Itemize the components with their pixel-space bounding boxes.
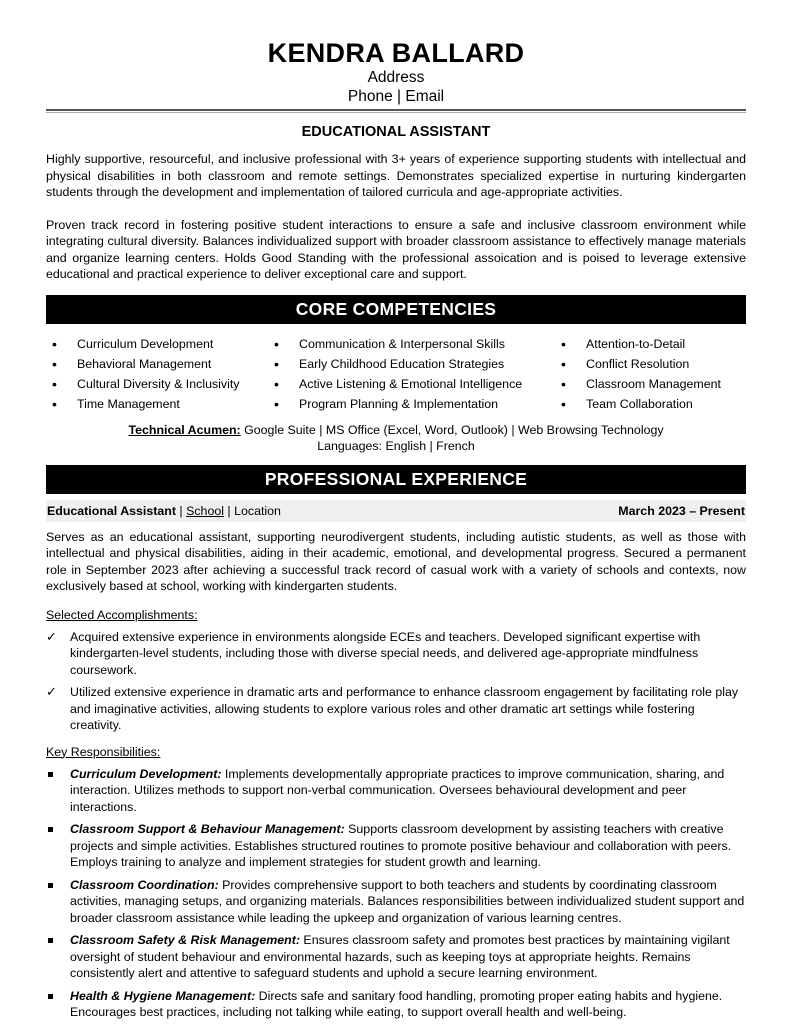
job-title: EDUCATIONAL ASSISTANT xyxy=(301,124,491,140)
competency-item: • Cultural Diversity & Inclusivity xyxy=(46,374,268,394)
position-description: Serves as an educational assistant, supporting neurodivergent students, including autistic students, as well as those with intellectual and physical disabilities, aiding in their academic, emotional, and developmental progress. Secured a permanent role in September 2023 after achieving a successful track record of casual work with a variety of schools and contexts, now exclusively based at school, working with kindergarten students. xyxy=(46,529,746,593)
header-divider xyxy=(46,109,746,113)
responsibility-title: Curriculum Development: xyxy=(70,766,222,781)
competency-item: • Active Listening & Emotional Intelligence xyxy=(268,374,555,394)
responsibility-item xyxy=(46,821,746,871)
languages-line: Languages: English | French xyxy=(317,439,475,453)
competency-item: • Program Planning & Implementation xyxy=(268,394,555,414)
responsibility-text: Implements developmentally appropriate practices to improve communication, sharing, and interaction. Utilizes methods to support non-verbal communication. Oversees behavioural development and peer interactions. xyxy=(70,766,725,814)
competency-item: • Curriculum Development xyxy=(46,334,268,354)
summary-paragraph-1: Highly supportive, resourceful, and inclusive professional with 3+ years of experience supporting students with intellectual and physical disabilities in both classroom and remote settings. Demonstrates specialized expertise in nurturing kindergarten students through the development and implementation of tailored curricula and age-appropriate activities. xyxy=(46,152,746,199)
responsibility-title: Classroom Support & Behaviour Management: xyxy=(70,822,345,836)
responsibility-item xyxy=(46,988,746,1021)
responsibility-title: Classroom Safety & Risk Management: xyxy=(70,933,300,947)
position-dates: March 2023 – Present xyxy=(618,503,745,518)
competencies-column-3 xyxy=(555,334,745,414)
contact-line: Phone | Email xyxy=(347,88,445,105)
core-competencies-heading: CORE COMPETENCIES xyxy=(46,295,746,324)
position-info xyxy=(47,500,281,522)
accomplishments-list xyxy=(46,629,746,734)
responsibility-title: Health & Hygiene Management: xyxy=(70,988,256,1003)
competency-item: • Classroom Management xyxy=(555,374,745,394)
responsibility-text: Ensures classroom safety and promotes best practices by maintaining vigilant oversight of student behaviour and environmental hazards, such as keeping toys at appropriate heights. Remains consistently alert and attentive to safeguard students and uphold a secure learning environment. xyxy=(70,933,730,980)
competency-item: • Attention-to-Detail xyxy=(555,334,745,354)
competency-item: • Time Management xyxy=(46,394,268,414)
responsibility-item xyxy=(46,932,746,982)
responsibilities-list xyxy=(46,766,746,1021)
separator: | xyxy=(223,503,235,518)
competencies-column-2 xyxy=(268,334,555,414)
position-role: Educational Assistant xyxy=(47,503,176,518)
technical-acumen-label: Technical Acumen: xyxy=(128,422,241,437)
candidate-name: KENDRA BALLARD xyxy=(267,38,525,68)
competency-item: • Early Childhood Education Strategies xyxy=(268,354,555,374)
technical-acumen-value: Google Suite | MS Office (Excel, Word, Outlook) | Web Browsing Technology xyxy=(240,422,664,437)
separator: | xyxy=(175,503,187,518)
professional-experience-heading: PROFESSIONAL EXPERIENCE xyxy=(46,465,746,494)
summary-paragraph-2: Proven track record in fostering positive student interactions to ensure a safe and inclusive classroom environment while integrating cultural diversity. Balances individualized support with broader classroom assistance to effectively manage materials and organize learning centers. Holds Good Standing with the professional assoication and is poised to leverage extensive educational and practical experience to deliver exceptional care and support. xyxy=(46,217,746,281)
competencies-column-1 xyxy=(46,334,268,414)
responsibility-item xyxy=(46,766,746,816)
technical-acumen xyxy=(46,422,746,439)
responsibility-text: Directs safe and sanitary food handling, promoting proper eating habits and hygiene. Encourages best practices, including not talking while eating, to support overall health and well-being. xyxy=(70,988,723,1019)
responsibility-title: Classroom Coordination: xyxy=(70,877,219,892)
address-line: Address xyxy=(367,69,425,86)
competency-item: • Behavioral Management xyxy=(46,354,268,374)
position-bar xyxy=(46,500,746,522)
position-employer: School xyxy=(186,503,224,518)
accomplishments-label: Selected Accomplishments: xyxy=(46,607,198,622)
accomplishment-item: ✓ Acquired extensive experience in environments alongside ECEs and teachers. Developed significant expertise with kindergarten-level students, including those with diverse special needs, and delivered age-appropriate mindfulness coursework. xyxy=(46,629,746,679)
competency-item: • Communication & Interpersonal Skills xyxy=(268,334,555,354)
position-location: Location xyxy=(234,503,281,518)
responsibility-item xyxy=(46,877,746,927)
competency-item: • Conflict Resolution xyxy=(555,354,745,374)
resume-page xyxy=(46,0,746,1027)
responsibility-text: Supports classroom development by assisting teachers with creative projects and simple activities. Establishes structured routines to promote positive behaviour and collaboration with peers. Employs training to analyze and implement strategies for student growth and learning. xyxy=(70,822,732,869)
responsibility-text: Provides comprehensive support to both teachers and students by coordinating classroom activities, managing setups, and organizing materials. Balances responsibilities between individualized student support and broader classroom assistance while leading the upkeep and organization of various learning centres. xyxy=(70,877,745,925)
competency-item: • Team Collaboration xyxy=(555,394,745,414)
competencies-grid xyxy=(46,334,746,414)
accomplishment-item: ✓ Utilized extensive experience in dramatic arts and performance to enhance classroom engagement by facilitating role play and imaginative activities, allowing students to explore various roles and other dramatic art settings while fostering creativity. xyxy=(46,684,746,734)
responsibilities-label: Key Responsibilities: xyxy=(46,744,161,759)
